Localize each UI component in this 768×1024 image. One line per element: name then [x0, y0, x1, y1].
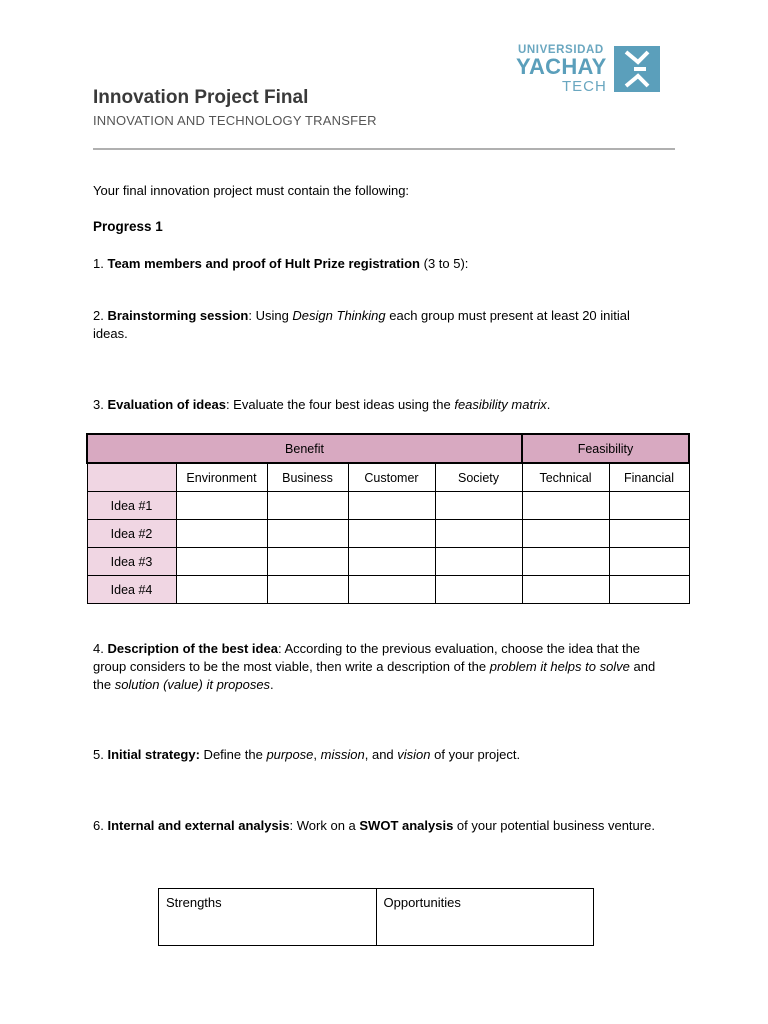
intro-text: Your final innovation project must contain the following: [93, 183, 410, 198]
item-5-text-end: of your project. [430, 747, 521, 762]
item-4-text: : According to the previous evaluation, choose the idea that the group considers to be the most viable, then write a description of the [93, 641, 641, 674]
matrix-col-financial: Financial [609, 463, 689, 492]
item-3-text: : Evaluate the four best ideas using the [225, 397, 455, 412]
swot-cell-opportunities: Opportunities [376, 889, 594, 946]
matrix-col-technical: Technical [522, 463, 609, 492]
item-3-title: Evaluation of ideas [107, 397, 226, 412]
item-5-title: Initial strategy: [107, 747, 200, 762]
swot-cell-strengths: Strengths [159, 889, 377, 946]
item-5-sep-1: , [313, 747, 321, 762]
matrix-col-business: Business [267, 463, 348, 492]
matrix-col-society: Society [435, 463, 522, 492]
matrix-col-customer: Customer [348, 463, 435, 492]
item-5-sep-2: , and [364, 747, 398, 762]
matrix-row-label: Idea #2 [87, 520, 176, 548]
item-2-text-end: each group must present at least 20 initial ideas. [93, 308, 630, 341]
item-4-text-end: . [270, 677, 274, 692]
table-row [87, 520, 689, 548]
item-6-title: Internal and external analysis [107, 818, 290, 833]
matrix-row-label: Idea #4 [87, 576, 176, 604]
item-6-number: 6. [93, 818, 108, 833]
table-row [159, 889, 594, 946]
item-2-title: Brainstorming session [107, 308, 249, 323]
matrix-col-environment: Environment [176, 463, 267, 492]
item-6-emphasis-swot: SWOT analysis [359, 818, 454, 833]
item-4 [93, 640, 673, 694]
table-row [87, 576, 689, 604]
item-4-text-mid: and the [93, 659, 656, 692]
item-5-emphasis-mission: mission [320, 747, 365, 762]
item-5 [93, 746, 683, 764]
item-1-text: (3 to 5): [420, 256, 469, 271]
university-logo [514, 44, 664, 96]
item-4-emphasis-solution: solution (value) it proposes [114, 677, 271, 692]
item-6-text: : Work on a [289, 818, 360, 833]
item-2-emphasis: Design Thinking [292, 308, 386, 323]
item-1-title: Team members and proof of Hult Prize registration [107, 256, 421, 271]
logo-mark-icon [614, 46, 660, 92]
item-4-number: 4. [93, 641, 108, 656]
logo-text-universidad: UNIVERSIDAD [518, 44, 604, 56]
logo-text-yachay: YACHAY [516, 54, 607, 79]
matrix-row-label: Idea #1 [87, 492, 176, 520]
matrix-column-header-row [87, 463, 689, 492]
item-5-emphasis-purpose: purpose [266, 747, 314, 762]
table-row [87, 548, 689, 576]
item-3 [93, 396, 683, 414]
item-3-number: 3. [93, 397, 108, 412]
matrix-corner-cell [87, 463, 176, 492]
item-5-text: Define the [199, 747, 267, 762]
item-2-number: 2. [93, 308, 108, 323]
header-divider [93, 148, 675, 150]
item-6-text-end: of your potential business venture. [453, 818, 655, 833]
logo-text-tech: TECH [562, 78, 607, 95]
item-4-emphasis-problem: problem it helps to solve [489, 659, 630, 674]
matrix-row-label: Idea #3 [87, 548, 176, 576]
item-3-text-end: . [546, 397, 551, 412]
item-2 [93, 307, 653, 343]
item-5-number: 5. [93, 747, 108, 762]
item-3-emphasis: feasibility matrix [454, 397, 547, 412]
item-4-title: Description of the best idea [107, 641, 278, 656]
feasibility-matrix [86, 433, 690, 604]
table-row [87, 492, 689, 520]
matrix-header-benefit: Benefit [87, 434, 522, 463]
item-6 [93, 817, 668, 835]
item-5-emphasis-vision: vision [397, 747, 431, 762]
section-heading: Progress 1 [93, 219, 163, 234]
matrix-header-feasibility: Feasibility [522, 434, 689, 463]
item-1 [93, 255, 683, 273]
item-1-number: 1. [93, 256, 108, 271]
document-subtitle: INNOVATION AND TECHNOLOGY TRANSFER [93, 113, 377, 128]
swot-table [158, 888, 594, 946]
item-2-text: : Using [248, 308, 293, 323]
document-title: Innovation Project Final [93, 87, 309, 108]
matrix-group-header-row [87, 434, 689, 463]
